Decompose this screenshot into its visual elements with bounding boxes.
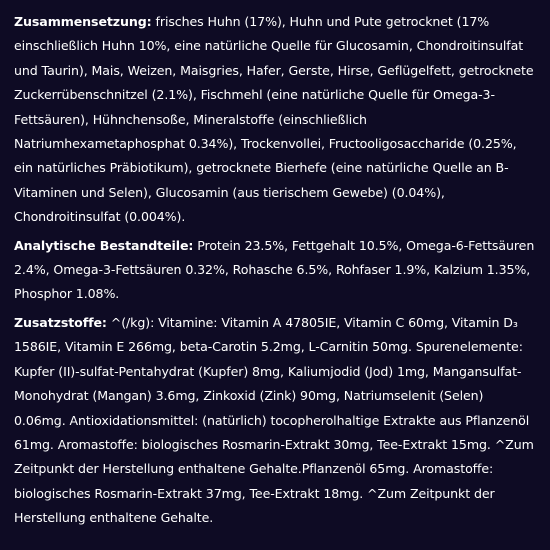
additives-label: Zusatzstoffe: <box>14 314 107 330</box>
additives-paragraph <box>14 311 536 531</box>
composition-label: Zusammensetzung: <box>14 14 152 29</box>
additives-text: ^(/kg): Vitamine: Vitamin A 47805IE, Vitamin C 60mg, Vitamin D₃ 1586IE, Vitamin E 266mg, beta-Carotin 5.2mg, L-Carnitin 50mg. Spurenelemente: Kupfer (II)-sulfat-Pentahydrat (Kupfer) 8mg, Kaliumjodid (Jod) 1mg, Mangansulfat-Monohydrat (Mangan) 3.6mg, Zinkoxid (Zink) 90mg, Natriumselenit (Selen) 0.06mg. Antioxidationsmittel: (natürlich) tocopherolhaltige Extrakte aus Pflanzenöl 61mg. Aromastoffe: biologisches Rosmarin-Extrakt 30mg, Tee-Extrakt 15mg. ^Zum Zeitpunkt der Herstellung enthaltene Gehalte.Pflanzenöl 65mg. Aromastoffe: biologisches Rosmarin-Extrakt 37mg, Tee-Extrakt 18mg. ^Zum Zeitpunkt der Herstellung enthaltene Gehalte. <box>14 314 534 526</box>
analytical-constituents-paragraph <box>14 234 536 307</box>
composition-text: frisches Huhn (17%), Huhn und Pute getrocknet (17% einschließlich Huhn 10%, eine natürliche Quelle für Glucosamin, Chondroitinsulfat und Taurin), Mais, Weizen, Maisgries, Hafer, Gerste, Hirse, Geflügelfett, getrocknete Zuckerrübenschnitzel (2.1%), Fischmehl (eine natürliche Quelle für Omega-3-Fettsäuren), Hühnchensoße, Mineralstoffe (einschließlich Natriumhexametaphosphat 0.34%), Trockenvollei, Fructooligosaccharide (0.25%, ein natürliches Präbiotikum), getrocknete Bierhefe (eine natürliche Quelle an B-Vitaminen und Selen), Glucosamin (aus tierischem Gewebe) (0.04%), Chondroitinsulfat (0.004%). <box>14 14 534 225</box>
analytical-constituents-text: Protein 23.5%, Fettgehalt 10.5%, Omega-6-Fettsäuren 2.4%, Omega-3-Fettsäuren 0.32%, Rohasche 6.5%, Rohfaser 1.9%, Kalzium 1.35%, Phosphor 1.08%. <box>14 237 535 302</box>
composition-paragraph <box>14 10 536 230</box>
analytical-constituents-label: Analytische Bestandteile: <box>14 237 194 253</box>
